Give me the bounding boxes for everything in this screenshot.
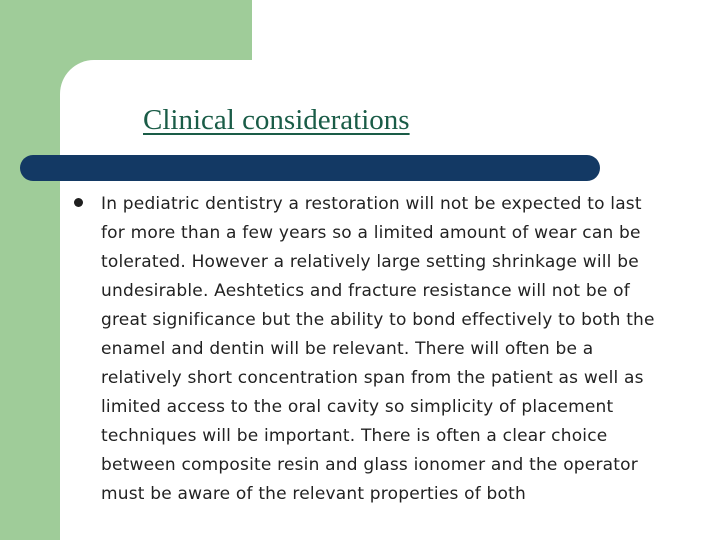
title-divider-bar	[20, 155, 600, 181]
bullet-icon	[74, 198, 83, 207]
slide-title: Clinical considerations	[143, 104, 410, 136]
bullet-text: In pediatric dentistry a restoration will not be expected to last for more than a few years so a limited amount of wear can be tolerated. However a relatively large setting shrinkage will be undesirable. Aeshtetics and fracture resistance will not be of great significance but the ability to bond effectively to both the enamel and dentin will be relevant. There will often be a relatively short concentration span from the patient as well as limited access to the oral cavity so simplicity of placement techniques will be important. There is often a clear choice between composite resin and glass ionomer and the operator must be aware of the relevant properties of both	[101, 194, 655, 504]
